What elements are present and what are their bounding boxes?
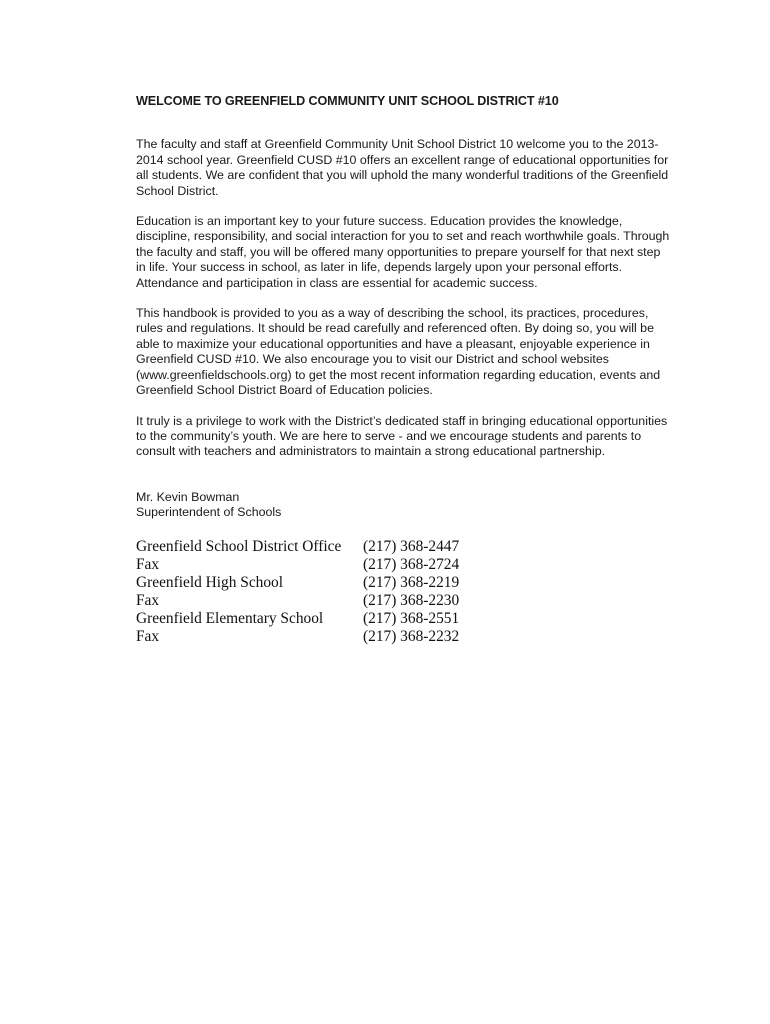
contact-phone: (217) 368-2551 xyxy=(363,610,460,628)
contact-row xyxy=(136,628,483,646)
contact-name: Greenfield Elementary School xyxy=(136,610,324,628)
paragraph-line: Education is an important key to your future success. Education provides the knowledge, xyxy=(136,214,623,229)
paragraph-line: in life. Your success in school, as later in life, depends largely upon your personal efforts. xyxy=(136,260,623,275)
paragraph-welcome xyxy=(136,137,696,199)
paragraph-line: It truly is a privilege to work with the District’s dedicated staff in bringing educational opportunities xyxy=(136,413,668,428)
paragraph-line: School District. xyxy=(136,183,219,198)
contact-name: Greenfield School District Office xyxy=(136,538,342,555)
contact-row xyxy=(136,610,483,628)
paragraph-line: able to maximize your educational opportunities and have a pleasant, enjoyable experience in xyxy=(136,336,650,351)
paragraph-line: discipline, responsibility, and social interaction for you to set and reach worthwhile goals. Through xyxy=(136,229,670,244)
contact-name: Fax xyxy=(136,556,160,574)
contact-name: Fax xyxy=(136,592,160,610)
paragraph-line: (www.greenfieldschools.org) to get the most recent information regarding education, events and xyxy=(136,367,661,382)
paragraph-line: 2014 school year. Greenfield CUSD #10 offers an excellent range of educational opportunities for xyxy=(136,152,669,167)
contact-phone: (217) 368-2232 xyxy=(363,628,460,646)
contact-phone: (217) 368-2447 xyxy=(363,538,460,555)
contact-name: Fax xyxy=(136,628,160,646)
paragraph-line: rules and regulations. It should be read carefully and referenced often. By doing so, you will be xyxy=(136,321,654,336)
contact-phone: (217) 368-2230 xyxy=(363,592,460,610)
contact-row xyxy=(136,538,483,556)
signature-block xyxy=(136,490,696,521)
contact-row xyxy=(136,556,483,574)
paragraph-line: the faculty and staff, you will be offered many opportunities to prepare yourself for that next step xyxy=(136,244,661,259)
paragraph-handbook xyxy=(136,306,696,398)
paragraph-line: to the community’s youth. We are here to serve - and we encourage students and parents to xyxy=(136,428,642,443)
document-body xyxy=(136,94,696,521)
contact-name: Greenfield High School xyxy=(136,574,284,592)
contact-row xyxy=(136,592,483,610)
contact-phone: (217) 368-2219 xyxy=(363,574,460,592)
paragraph-line: Greenfield School District Board of Education policies. xyxy=(136,383,433,398)
signature-name: Mr. Kevin Bowman xyxy=(136,489,240,504)
paragraph-line: This handbook is provided to you as a way of describing the school, its practices, procedures, xyxy=(136,306,649,321)
contact-phone: (217) 368-2724 xyxy=(363,556,460,574)
paragraph-education xyxy=(136,214,696,291)
paragraph-privilege xyxy=(136,414,696,460)
document-title: WELCOME TO GREENFIELD COMMUNITY UNIT SCHOOL DISTRICT #10 xyxy=(136,94,559,108)
paragraph-line: Attendance and participation in class are essential for academic success. xyxy=(136,275,538,290)
paragraph-line: Greenfield CUSD #10. We also encourage you to visit our District and school websites xyxy=(136,352,609,367)
paragraph-line: all students. We are confident that you will uphold the many wonderful traditions of the Greenfield xyxy=(136,168,669,183)
paragraph-line: The faculty and staff at Greenfield Community Unit School District 10 welcome you to the 2013- xyxy=(136,137,659,152)
contact-row xyxy=(136,574,483,592)
contact-list xyxy=(136,538,483,647)
paragraph-line: consult with teachers and administrators to maintain a strong educational partnership. xyxy=(136,444,606,459)
signature-role: Superintendent of Schools xyxy=(136,505,282,520)
